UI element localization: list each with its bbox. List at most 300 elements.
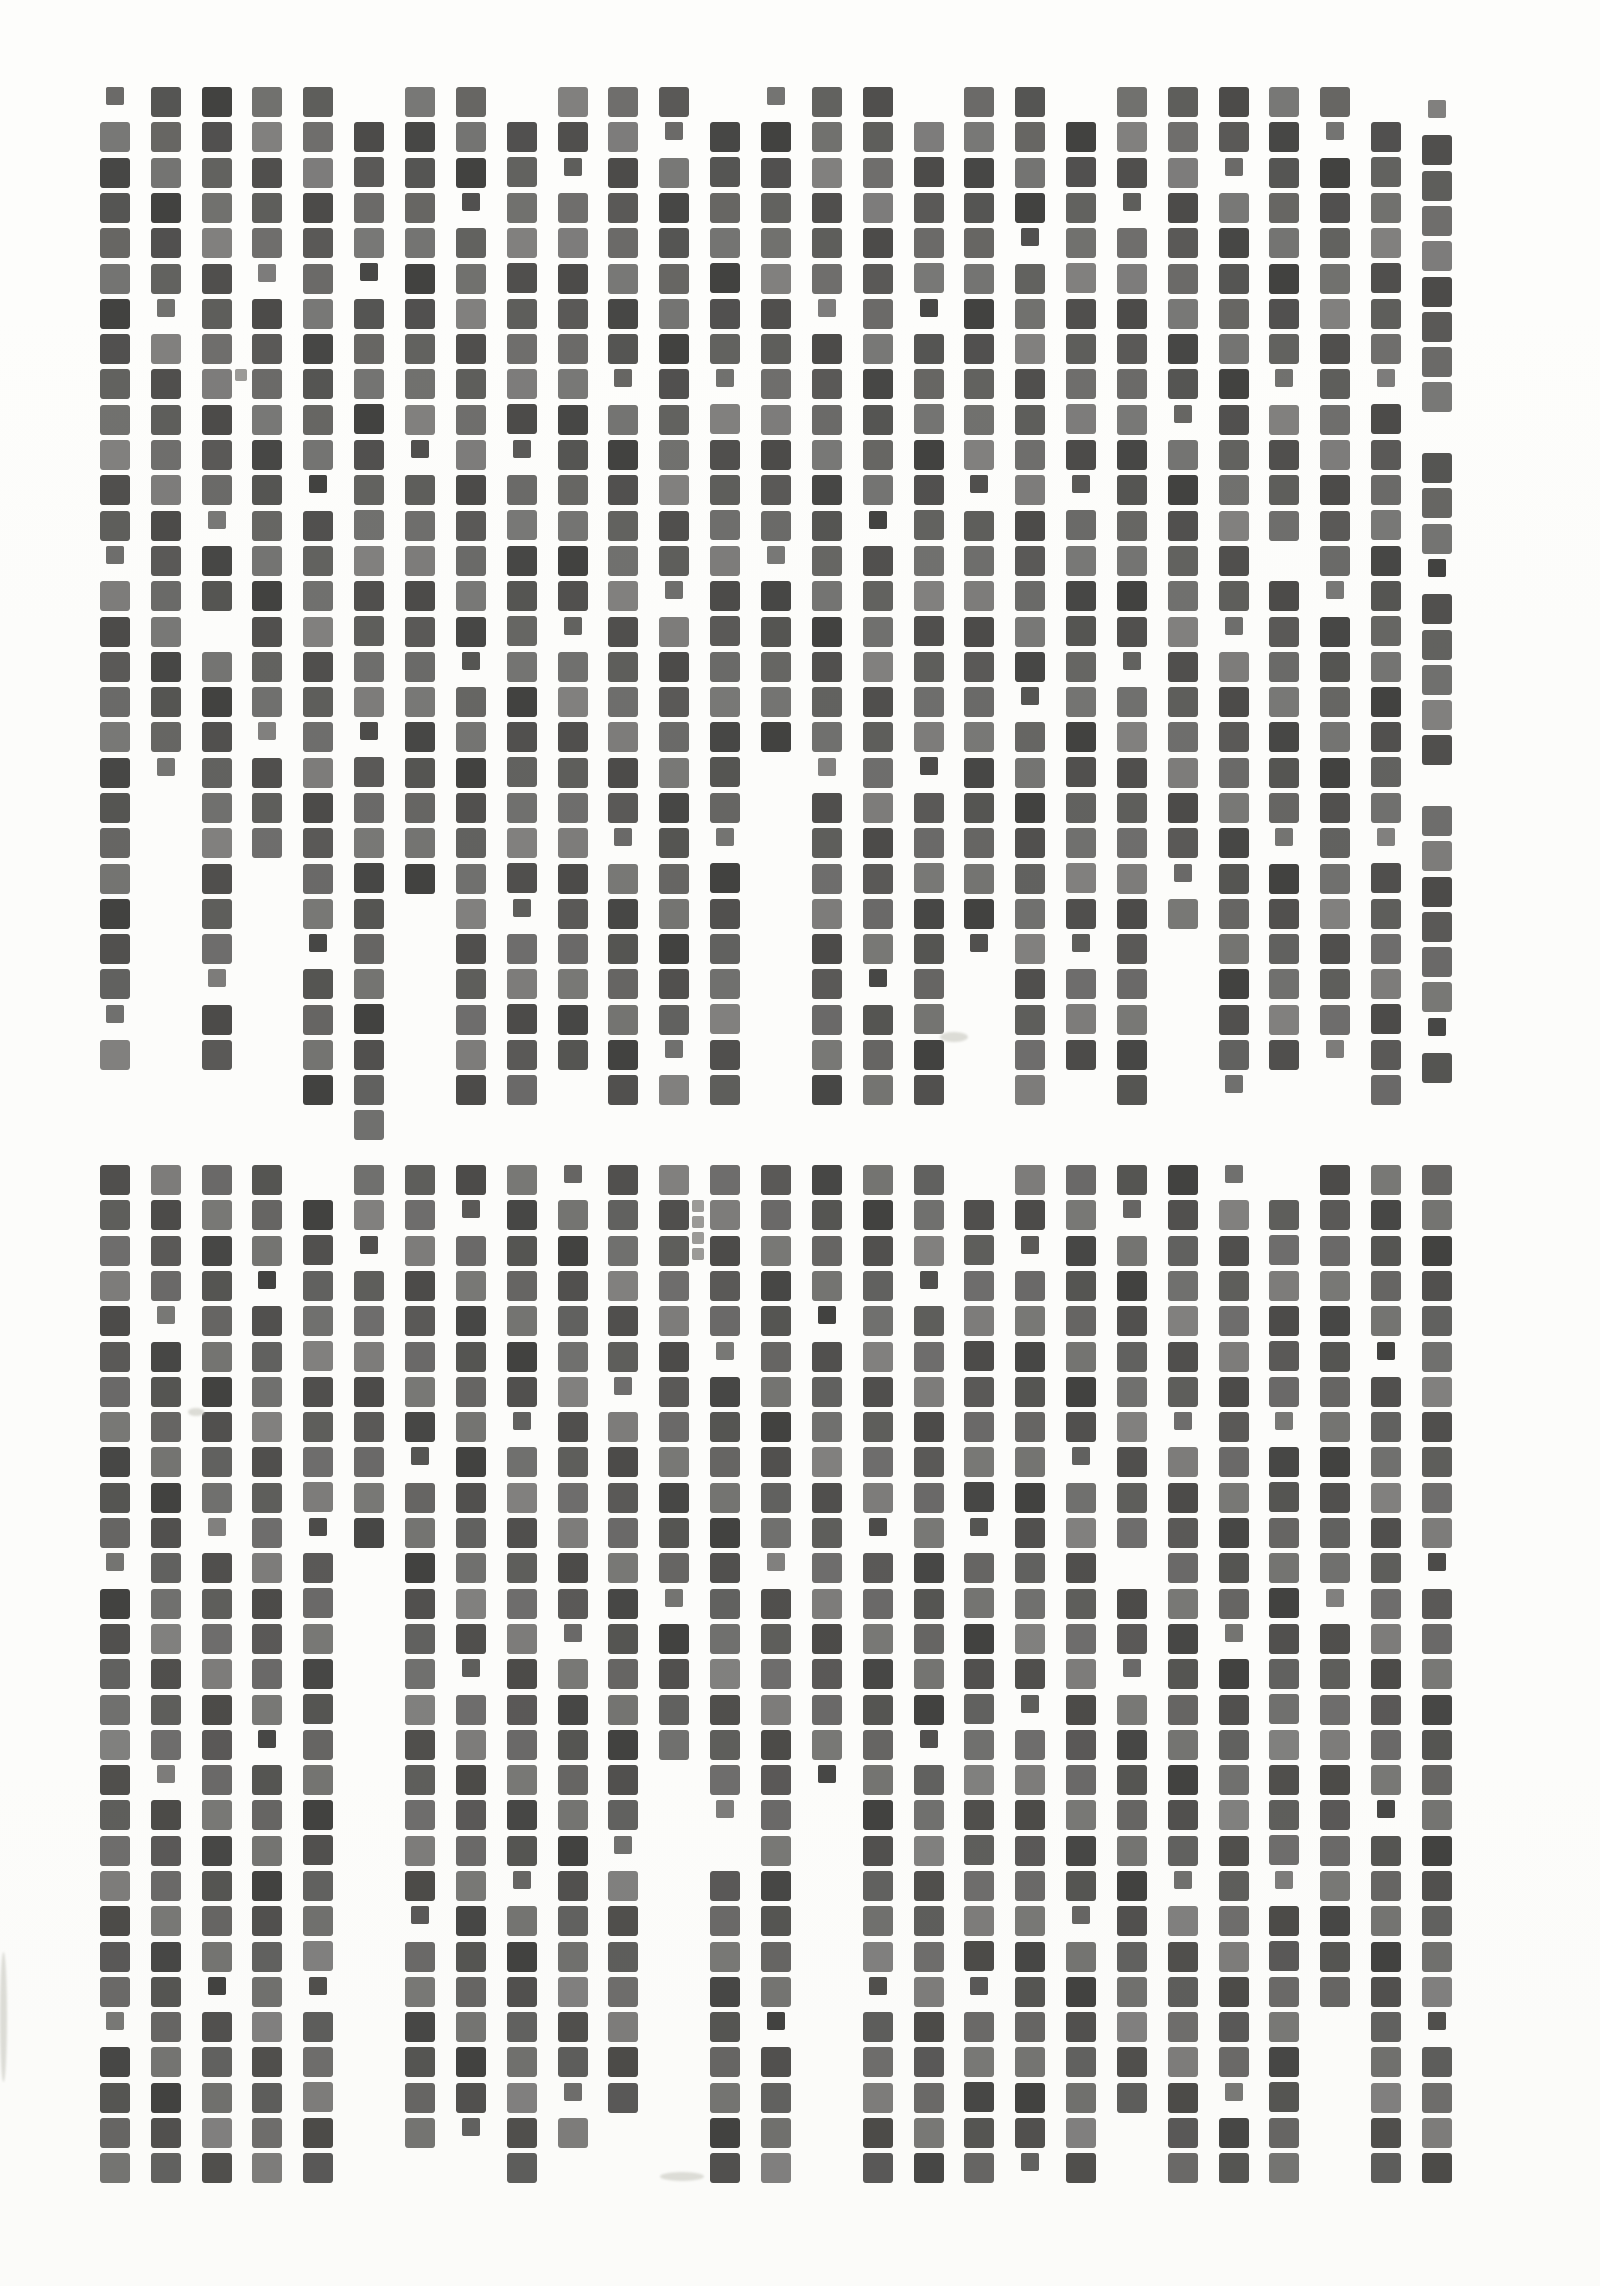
redacted-glyph xyxy=(558,1977,588,2007)
redacted-glyph xyxy=(252,1836,282,1866)
redacted-glyph xyxy=(1422,347,1452,377)
redacted-glyph xyxy=(914,1553,944,1583)
redacted-glyph xyxy=(1219,511,1249,541)
redacted-glyph xyxy=(914,581,944,611)
redacted-glyph xyxy=(1066,581,1096,611)
redacted-glyph xyxy=(151,722,181,752)
redacted-glyph xyxy=(151,122,181,152)
redacted-glyph xyxy=(1371,581,1401,611)
redacted-glyph xyxy=(1422,912,1452,942)
redacted-glyph xyxy=(710,263,740,293)
redacted-glyph xyxy=(303,758,333,788)
redacted-glyph xyxy=(761,722,791,752)
redacted-glyph xyxy=(303,1271,333,1301)
redacted-glyph xyxy=(761,122,791,152)
redacted-glyph xyxy=(1422,453,1452,483)
redacted-glyph xyxy=(1066,1942,1096,1972)
redacted-glyph xyxy=(405,722,435,752)
redacted-glyph xyxy=(608,1624,638,1654)
redacted-glyph xyxy=(1015,1271,1045,1301)
redacted-glyph xyxy=(303,193,333,223)
redacted-glyph xyxy=(659,158,689,188)
redacted-glyph xyxy=(151,1695,181,1725)
redacted-glyph xyxy=(303,1005,333,1035)
redacted-glyph xyxy=(507,1377,537,1407)
redacted-glyph xyxy=(1320,1800,1350,1830)
redacted-glyph xyxy=(716,828,734,846)
redacted-glyph xyxy=(456,1342,486,1372)
redacted-glyph xyxy=(1269,687,1299,717)
redacted-glyph xyxy=(558,1342,588,1372)
redacted-glyph xyxy=(1168,828,1198,858)
redacted-glyph xyxy=(964,1341,994,1371)
redacted-glyph xyxy=(1371,1695,1401,1725)
redacted-glyph xyxy=(558,1942,588,1972)
redacted-glyph xyxy=(100,1342,130,1372)
redacted-glyph xyxy=(964,2047,994,2077)
redacted-glyph xyxy=(767,87,785,105)
redacted-glyph xyxy=(1168,1695,1198,1725)
redacted-glyph xyxy=(812,1483,842,1513)
redacted-glyph xyxy=(914,475,944,505)
redacted-glyph xyxy=(303,2153,333,2183)
redacted-glyph xyxy=(1422,1236,1452,1266)
redacted-glyph xyxy=(405,299,435,329)
redacted-glyph xyxy=(1371,1200,1401,1230)
redacted-glyph xyxy=(608,1589,638,1619)
redacted-glyph xyxy=(558,1765,588,1795)
redacted-glyph xyxy=(252,1377,282,1407)
redacted-glyph xyxy=(710,616,740,646)
scan-smudge xyxy=(0,1952,7,2082)
redacted-glyph xyxy=(710,969,740,999)
redacted-glyph xyxy=(710,1075,740,1105)
redacted-glyph xyxy=(812,1447,842,1477)
redacted-glyph xyxy=(1168,1271,1198,1301)
redacted-glyph xyxy=(1123,1200,1141,1218)
redacted-glyph xyxy=(405,828,435,858)
redacted-glyph xyxy=(456,1800,486,1830)
redacted-glyph xyxy=(202,122,232,152)
redacted-glyph xyxy=(761,405,791,435)
redacted-glyph xyxy=(1320,793,1350,823)
redacted-glyph xyxy=(354,1518,384,1548)
redacted-glyph xyxy=(100,440,130,470)
redacted-glyph xyxy=(1015,1483,1045,1513)
redacted-glyph xyxy=(914,722,944,752)
redacted-glyph xyxy=(1219,440,1249,470)
redacted-glyph xyxy=(920,1271,938,1289)
redacted-glyph xyxy=(1371,1412,1401,1442)
redacted-glyph xyxy=(1269,2118,1299,2148)
redacted-glyph xyxy=(456,299,486,329)
redacted-glyph xyxy=(812,687,842,717)
redacted-glyph xyxy=(411,1447,429,1465)
redacted-glyph xyxy=(659,758,689,788)
redacted-glyph xyxy=(914,334,944,364)
redacted-glyph xyxy=(1168,1977,1198,2007)
redacted-glyph xyxy=(1015,617,1045,647)
redacted-glyph xyxy=(405,1695,435,1725)
redacted-glyph xyxy=(812,1342,842,1372)
redacted-glyph xyxy=(710,1695,740,1725)
redacted-glyph xyxy=(1320,652,1350,682)
redacted-glyph xyxy=(1371,1165,1401,1195)
redacted-glyph xyxy=(1371,1377,1401,1407)
redacted-glyph xyxy=(507,1040,537,1070)
redacted-glyph xyxy=(456,758,486,788)
redacted-glyph xyxy=(914,1377,944,1407)
redacted-glyph xyxy=(1320,1871,1350,1901)
redacted-glyph xyxy=(151,1589,181,1619)
redacted-glyph xyxy=(608,652,638,682)
redacted-glyph xyxy=(513,899,531,917)
redacted-glyph xyxy=(1269,1518,1299,1548)
redacted-glyph xyxy=(456,1589,486,1619)
redacted-glyph xyxy=(710,1377,740,1407)
redacted-glyph xyxy=(1117,617,1147,647)
redacted-glyph xyxy=(812,1624,842,1654)
redacted-glyph xyxy=(456,369,486,399)
redacted-glyph xyxy=(462,1659,480,1677)
redacted-glyph xyxy=(513,1412,531,1430)
redacted-glyph xyxy=(1422,700,1452,730)
redacted-glyph xyxy=(964,828,994,858)
redacted-glyph xyxy=(202,1553,232,1583)
redacted-glyph xyxy=(1320,1005,1350,1035)
redacted-glyph xyxy=(914,1624,944,1654)
redacted-glyph xyxy=(1371,1624,1401,1654)
redacted-glyph xyxy=(558,828,588,858)
redacted-glyph xyxy=(405,1412,435,1442)
redacted-glyph xyxy=(710,581,740,611)
redacted-glyph xyxy=(303,369,333,399)
redacted-glyph xyxy=(863,122,893,152)
redacted-glyph xyxy=(1015,1447,1045,1477)
redacted-glyph xyxy=(1371,863,1401,893)
redacted-glyph xyxy=(252,652,282,682)
redacted-glyph xyxy=(151,405,181,435)
redacted-glyph xyxy=(208,969,226,987)
redacted-glyph xyxy=(456,899,486,929)
redacted-glyph xyxy=(863,899,893,929)
redacted-glyph xyxy=(558,1800,588,1830)
redacted-glyph xyxy=(1377,1342,1395,1360)
redacted-glyph xyxy=(1269,1977,1299,2007)
redacted-glyph xyxy=(863,299,893,329)
redacted-glyph xyxy=(914,2047,944,2077)
redacted-glyph xyxy=(1269,969,1299,999)
redacted-glyph xyxy=(1174,864,1192,882)
redacted-glyph xyxy=(303,1588,333,1618)
redacted-glyph xyxy=(507,1236,537,1266)
redacted-glyph xyxy=(710,1236,740,1266)
redacted-glyph xyxy=(405,1271,435,1301)
redacted-glyph xyxy=(558,1906,588,1936)
redacted-glyph xyxy=(761,475,791,505)
redacted-glyph xyxy=(710,1624,740,1654)
redacted-glyph xyxy=(100,1977,130,2007)
redacted-glyph xyxy=(1377,828,1395,846)
redacted-glyph xyxy=(1219,1377,1249,1407)
redacted-glyph xyxy=(1117,1165,1147,1195)
redacted-glyph xyxy=(812,864,842,894)
redacted-glyph xyxy=(1371,1659,1401,1689)
redacted-glyph xyxy=(558,122,588,152)
redacted-glyph xyxy=(558,369,588,399)
redacted-glyph xyxy=(507,193,537,223)
redacted-glyph xyxy=(1269,1271,1299,1301)
redacted-glyph xyxy=(1117,758,1147,788)
redacted-glyph xyxy=(507,1306,537,1336)
redacted-glyph xyxy=(456,1942,486,1972)
redacted-glyph xyxy=(100,687,130,717)
redacted-glyph xyxy=(659,546,689,576)
redacted-glyph xyxy=(659,1730,689,1760)
redacted-glyph xyxy=(761,1871,791,1901)
redacted-glyph xyxy=(252,2012,282,2042)
redacted-glyph xyxy=(405,1836,435,1866)
redacted-glyph xyxy=(558,228,588,258)
redacted-glyph xyxy=(659,864,689,894)
redacted-glyph xyxy=(964,264,994,294)
redacted-glyph xyxy=(100,511,130,541)
redacted-glyph xyxy=(659,1483,689,1513)
redacted-glyph xyxy=(914,1659,944,1689)
redacted-glyph xyxy=(964,1659,994,1689)
redacted-glyph xyxy=(863,1005,893,1035)
redacted-glyph xyxy=(1015,934,1045,964)
redacted-glyph xyxy=(761,440,791,470)
redacted-glyph xyxy=(100,1412,130,1442)
redacted-glyph xyxy=(303,1906,333,1936)
redacted-glyph xyxy=(1422,947,1452,977)
redacted-glyph xyxy=(1422,1483,1452,1513)
redacted-glyph xyxy=(659,1271,689,1301)
redacted-glyph xyxy=(100,2047,130,2077)
redacted-glyph xyxy=(1371,1553,1401,1583)
redacted-glyph xyxy=(1168,758,1198,788)
redacted-glyph xyxy=(1015,193,1045,223)
redacted-glyph xyxy=(1269,334,1299,364)
redacted-glyph xyxy=(1422,806,1452,836)
redacted-glyph xyxy=(456,1005,486,1035)
redacted-glyph xyxy=(405,2083,435,2113)
redacted-glyph xyxy=(202,1659,232,1689)
redacted-glyph xyxy=(1326,122,1344,140)
redacted-glyph xyxy=(1320,1659,1350,1689)
redacted-glyph xyxy=(354,757,384,787)
redacted-glyph xyxy=(1422,1624,1452,1654)
redacted-glyph xyxy=(252,1342,282,1372)
redacted-glyph xyxy=(354,793,384,823)
redacted-glyph xyxy=(252,2047,282,2077)
redacted-glyph xyxy=(863,1040,893,1070)
redacted-glyph xyxy=(100,475,130,505)
redacted-glyph xyxy=(1371,2083,1401,2113)
redacted-glyph xyxy=(1219,652,1249,682)
redacted-glyph xyxy=(1422,877,1452,907)
redacted-glyph xyxy=(761,1836,791,1866)
redacted-glyph xyxy=(405,1342,435,1372)
redacted-glyph xyxy=(252,334,282,364)
redacted-glyph xyxy=(258,1730,276,1748)
redacted-glyph xyxy=(659,369,689,399)
redacted-glyph xyxy=(964,2012,994,2042)
redacted-glyph xyxy=(100,228,130,258)
redacted-glyph xyxy=(761,617,791,647)
redacted-glyph xyxy=(1066,1306,1096,1336)
redacted-glyph xyxy=(405,1200,435,1230)
redacted-glyph xyxy=(761,1730,791,1760)
redacted-glyph xyxy=(1117,264,1147,294)
redacted-glyph xyxy=(1015,758,1045,788)
redacted-glyph xyxy=(1225,1075,1243,1093)
redacted-glyph xyxy=(1123,652,1141,670)
redacted-glyph xyxy=(507,757,537,787)
redacted-glyph xyxy=(710,122,740,152)
redacted-glyph xyxy=(1168,581,1198,611)
redacted-glyph xyxy=(1275,1871,1293,1889)
redacted-glyph xyxy=(812,1005,842,1035)
redacted-glyph xyxy=(1422,1977,1452,2007)
redacted-glyph xyxy=(1219,1589,1249,1619)
redacted-glyph xyxy=(1219,1695,1249,1725)
redacted-glyph xyxy=(558,1306,588,1336)
redacted-glyph xyxy=(354,969,384,999)
redacted-glyph xyxy=(1066,193,1096,223)
redacted-glyph xyxy=(710,1906,740,1936)
redacted-glyph xyxy=(1269,158,1299,188)
redacted-glyph xyxy=(1422,1165,1452,1195)
redacted-glyph xyxy=(456,334,486,364)
redacted-glyph xyxy=(761,1518,791,1548)
redacted-glyph xyxy=(405,1306,435,1336)
redacted-glyph xyxy=(964,864,994,894)
redacted-glyph xyxy=(1422,1377,1452,1407)
redacted-glyph xyxy=(1015,122,1045,152)
redacted-glyph xyxy=(863,1800,893,1830)
redacted-glyph xyxy=(1066,722,1096,752)
redacted-glyph xyxy=(100,1483,130,1513)
redacted-glyph xyxy=(151,2083,181,2113)
redacted-glyph xyxy=(1269,1730,1299,1760)
redacted-glyph xyxy=(513,1871,531,1889)
redacted-glyph xyxy=(456,546,486,576)
redacted-glyph xyxy=(1117,2083,1147,2113)
redacted-glyph xyxy=(1422,1906,1452,1936)
redacted-glyph xyxy=(1269,1040,1299,1070)
redacted-glyph xyxy=(100,722,130,752)
redacted-glyph xyxy=(1168,1730,1198,1760)
redacted-glyph xyxy=(1066,793,1096,823)
redacted-glyph xyxy=(710,687,740,717)
redacted-glyph xyxy=(964,1941,994,1971)
redacted-glyph xyxy=(507,1942,537,1972)
redacted-glyph xyxy=(151,1518,181,1548)
redacted-glyph xyxy=(1371,1483,1401,1513)
redacted-glyph xyxy=(608,2083,638,2113)
redacted-glyph xyxy=(761,2153,791,2183)
redacted-glyph xyxy=(151,475,181,505)
redacted-glyph xyxy=(1066,122,1096,152)
redacted-glyph xyxy=(1219,1447,1249,1477)
redacted-glyph xyxy=(405,1518,435,1548)
redacted-glyph xyxy=(1371,2153,1401,2183)
redacted-glyph xyxy=(659,899,689,929)
redacted-glyph xyxy=(1117,899,1147,929)
redacted-glyph xyxy=(558,475,588,505)
redacted-glyph xyxy=(869,1977,887,1995)
redacted-glyph xyxy=(1168,1624,1198,1654)
redacted-glyph xyxy=(303,722,333,752)
redacted-glyph xyxy=(100,758,130,788)
redacted-glyph xyxy=(863,1730,893,1760)
redacted-glyph xyxy=(1219,1942,1249,1972)
redacted-glyph xyxy=(659,440,689,470)
redacted-glyph xyxy=(812,581,842,611)
redacted-glyph xyxy=(1269,1005,1299,1035)
redacted-glyph xyxy=(665,581,683,599)
redacted-glyph xyxy=(456,828,486,858)
redacted-glyph xyxy=(151,2047,181,2077)
redacted-glyph xyxy=(710,1412,740,1442)
redacted-glyph xyxy=(1422,2047,1452,2077)
redacted-glyph xyxy=(405,475,435,505)
redacted-glyph xyxy=(710,793,740,823)
redacted-glyph xyxy=(100,1518,130,1548)
redacted-glyph xyxy=(558,1730,588,1760)
redacted-glyph xyxy=(456,264,486,294)
redacted-glyph xyxy=(812,1553,842,1583)
redacted-glyph xyxy=(1269,652,1299,682)
redacted-glyph xyxy=(1422,1871,1452,1901)
redacted-glyph xyxy=(202,1800,232,1830)
redacted-glyph xyxy=(1015,864,1045,894)
redacted-glyph xyxy=(863,1942,893,1972)
redacted-glyph xyxy=(1117,1483,1147,1513)
redacted-glyph xyxy=(964,1235,994,1265)
redacted-glyph xyxy=(558,87,588,117)
redacted-glyph xyxy=(1422,1412,1452,1442)
redacted-glyph xyxy=(1269,1835,1299,1865)
redacted-glyph xyxy=(456,228,486,258)
redacted-glyph xyxy=(1066,546,1096,576)
redacted-glyph xyxy=(1168,1236,1198,1266)
redacted-glyph xyxy=(1326,1589,1344,1607)
redacted-glyph xyxy=(1371,1271,1401,1301)
redacted-glyph xyxy=(507,934,537,964)
redacted-glyph xyxy=(405,1377,435,1407)
redacted-glyph xyxy=(710,1871,740,1901)
redacted-glyph xyxy=(761,369,791,399)
redacted-glyph xyxy=(1168,546,1198,576)
redacted-glyph xyxy=(507,1342,537,1372)
redacted-glyph xyxy=(1015,1589,1045,1619)
redacted-glyph xyxy=(964,722,994,752)
redacted-glyph xyxy=(558,264,588,294)
redacted-glyph xyxy=(202,899,232,929)
redacted-glyph xyxy=(405,1977,435,2007)
redacted-glyph xyxy=(1269,1624,1299,1654)
redacted-glyph xyxy=(863,2153,893,2183)
redacted-glyph xyxy=(303,440,333,470)
redacted-glyph xyxy=(1269,1306,1299,1336)
redacted-glyph xyxy=(1066,616,1096,646)
redacted-glyph xyxy=(863,1695,893,1725)
redacted-glyph xyxy=(558,2118,588,2148)
redacted-glyph xyxy=(1168,687,1198,717)
